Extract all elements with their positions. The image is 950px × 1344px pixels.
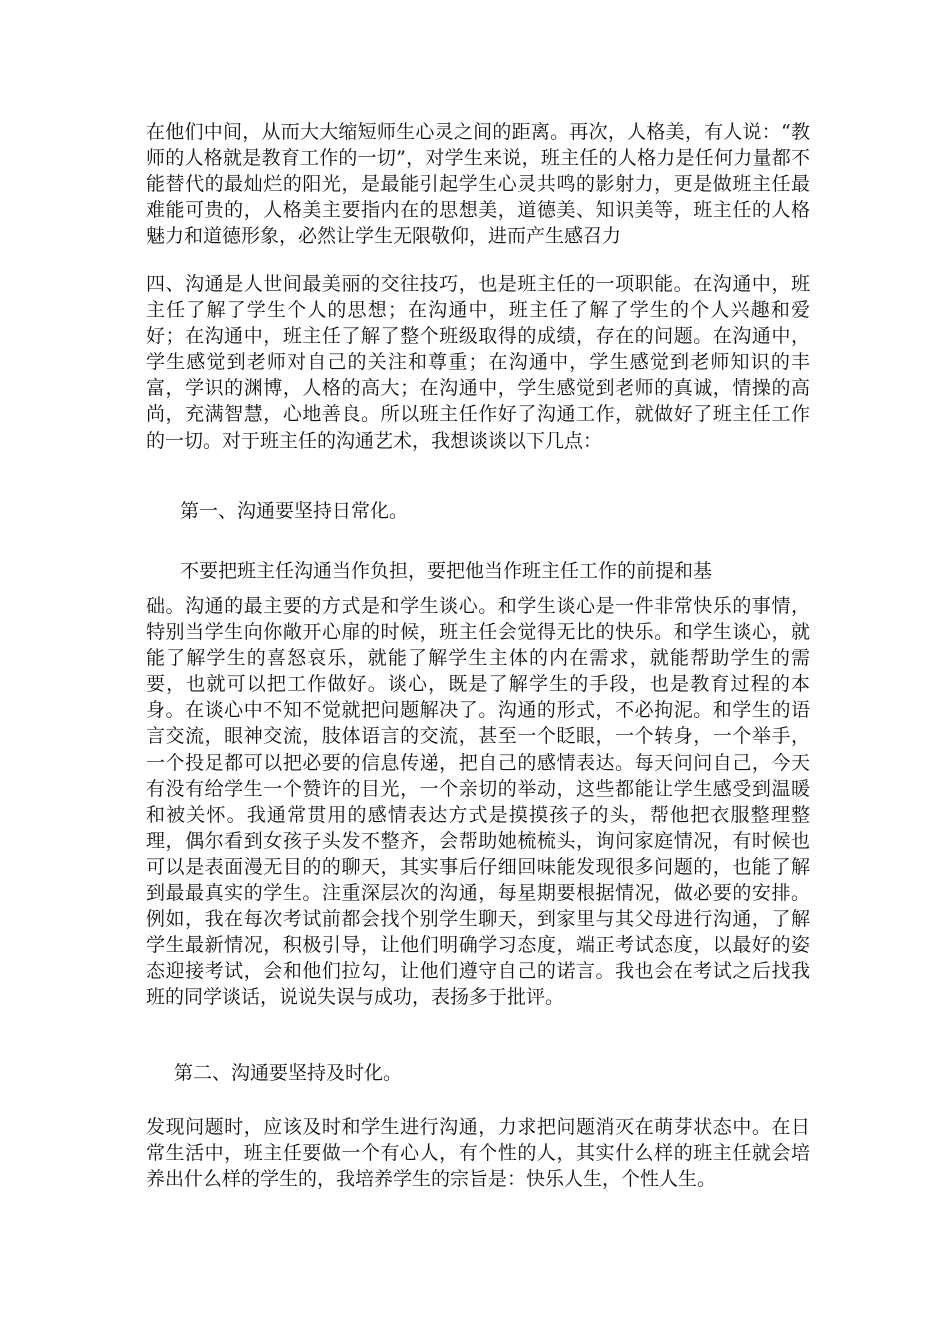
paragraph-daily-communication-body: 础。沟通的最主要的方式是和学生谈心。和学生谈心是一件非常快乐的事情，特别当学生向你敞开心扉的时候，班主任会觉得无比的快乐。和学生谈心，就能了解学生的喜怒哀乐，就能了解学生主体的内在需求，就能帮助学生的需要，也就可以把工作做好。谈心，既是了解学生的手段，也是教育过程的本身。在谈心中不知不觉就把问题解决了。沟通的形式，不必拘泥。和学生的语言交流，眼神交流，肢体语言的交流，甚至一个眨眼，一个转身，一个举手，一个投足都可以把必要的信息传递，把自己的感情表达。每天问问自己，今天有没有给学生一个赞许的目光，一个亲切的举动，这些都能让学生感受到温暖和被关怀。我通常贯用的感情表达方式是摸摸孩子的头，帮他把衣服整理整理，偶尔看到女孩子头发不整齐，会帮助她梳梳头，询问家庭情况，有时候也可以是表面漫无目的的聊天，其实事后仔细回味能发现很多问题的，也能了解到最最真实的学生。注重深层次的沟通，每星期要根据情况，做必要的安排。例如，我在每次考试前都会找个别学生聊天，到家里与其父母进行沟通，了解学生最新情况，积极引导，让他们明确学习态度，端正考试态度，以最好的姿态迎接考试，会和他们拉勾，让他们遵守自己的诺言。我也会在考试之后找我班的同学谈话，说说失误与成功，表扬多于批评。 [146, 595, 810, 1009]
paragraph-timely-communication: 发现问题时，应该及时和学生进行沟通，力求把问题消灭在萌芽状态中。在日常生活中，班主任要做一个有心人，有个性的人，其实什么样的班主任就会培养出什么样的学生的，我培养学生的宗旨是：快乐人生，个性人生。 [146, 1116, 810, 1191]
section-heading-timely-communication: 第二、沟通要坚持及时化。 [174, 1062, 403, 1084]
paragraph-personality-beauty: 在他们中间，从而大大缩短师生心灵之间的距离。再次，人格美，有人说：“教师的人格就是教育工作的一切”，对学生来说，班主任的人格力是任何力量都不能替代的最灿烂的阳光，是最能引起学生心灵共鸣的影射力，更是做班主任最难能可贵的，人格美主要指内在的思想美，道德美、知识美等，班主任的人格魅力和道德形象，必然让学生无限敬仰，进而产生感召力 [146, 121, 810, 248]
paragraph-communication-intro: 四、沟通是人世间最美丽的交往技巧，也是班主任的一项职能。在沟通中，班主任了解了学生个人的思想；在沟通中，班主任了解了学生的个人兴趣和爱好；在沟通中，班主任了解了整个班级取得的成绩，存在的问题。在沟通中，学生感觉到老师对自己的关注和尊重；在沟通中，学生感觉到老师知识的丰富，学识的渊博，人格的高大；在沟通中，学生感觉到老师的真诚，情操的高尚，充满智慧，心地善良。所以班主任作好了沟通工作，就做好了班主任工作的一切。对于班主任的沟通艺术，我想谈谈以下几点： [146, 273, 810, 452]
paragraph-daily-communication-first-line: 不要把班主任沟通当作负担，要把他当作班主任工作的前提和基 [180, 560, 713, 582]
section-heading-daily-communication: 第一、沟通要坚持日常化。 [180, 500, 409, 522]
